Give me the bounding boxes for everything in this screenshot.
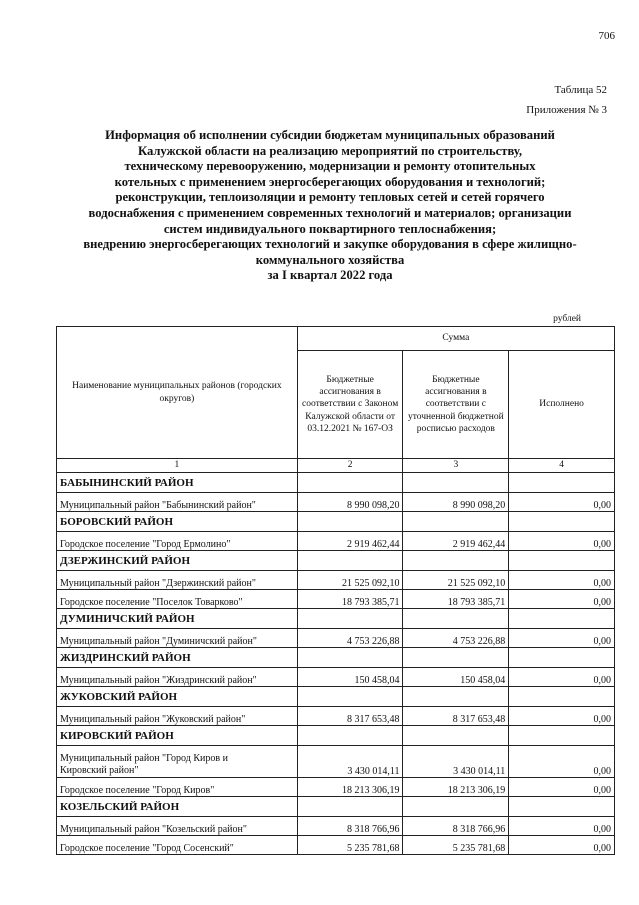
municipality-name: Городское поселение "Город Сосенский" <box>57 836 298 855</box>
executed-value: 0,00 <box>509 590 615 609</box>
law-allocation-value: 8 318 766,96 <box>297 817 403 836</box>
table-row <box>57 668 615 687</box>
region-name: БОРОВСКИЙ РАЙОН <box>57 512 298 532</box>
table-row <box>57 571 615 590</box>
refined-allocation-value: 150 458,04 <box>403 668 509 687</box>
region-row <box>57 797 615 817</box>
table-row <box>57 590 615 609</box>
refined-allocation-value: 18 213 306,19 <box>403 778 509 797</box>
municipality-name <box>57 746 298 778</box>
title-line: внедрению энергосберегающих технологий и закупке оборудования в сфере жилищно- <box>83 237 577 252</box>
title-line: реконструкции, теплоизоляции и ремонту тепловых сетей и сетей горячего <box>115 190 545 205</box>
executed-value: 0,00 <box>509 571 615 590</box>
executed-value: 0,00 <box>509 629 615 648</box>
law-allocation-value: 8 317 653,48 <box>297 707 403 726</box>
municipality-name-line: Муниципальный район "Город Киров и <box>60 753 228 764</box>
law-allocation-value: 8 990 098,20 <box>297 493 403 512</box>
header-name: Наименование муниципальных районов (городских округов) <box>57 327 298 459</box>
title-line: техническому перевооружению, модернизации и ремонту отопительных <box>124 159 536 174</box>
refined-allocation-value: 8 990 098,20 <box>403 493 509 512</box>
refined-allocation-value: 4 753 226,88 <box>403 629 509 648</box>
region-row <box>57 648 615 668</box>
column-number: 1 <box>57 459 298 473</box>
executed-value: 0,00 <box>509 493 615 512</box>
refined-allocation-value: 2 919 462,44 <box>403 532 509 551</box>
table-row <box>57 778 615 797</box>
executed-value: 0,00 <box>509 532 615 551</box>
document-title <box>40 128 620 284</box>
header-refined-allocation: Бюджетные ассигнования в соответствии с уточненной бюджетной росписью расходов <box>403 351 509 459</box>
law-allocation-value: 2 919 462,44 <box>297 532 403 551</box>
executed-value: 0,00 <box>509 668 615 687</box>
refined-allocation-value: 8 317 653,48 <box>403 707 509 726</box>
region-row <box>57 687 615 707</box>
municipality-name: Муниципальный район "Дзержинский район" <box>57 571 298 590</box>
title-line: за I квартал 2022 года <box>267 268 393 283</box>
region-row <box>57 726 615 746</box>
municipality-name-line: Кировский район" <box>60 765 139 776</box>
appendix-label: Приложения № 3 <box>526 104 607 116</box>
law-allocation-value: 21 525 092,10 <box>297 571 403 590</box>
table-row <box>57 836 615 855</box>
title-line: котельных с применением энергосберегающих оборудования и технологий; <box>114 174 546 189</box>
column-number: 3 <box>403 459 509 473</box>
refined-allocation-value: 21 525 092,10 <box>403 571 509 590</box>
executed-value: 0,00 <box>509 778 615 797</box>
region-name: ЖУКОВСКИЙ РАЙОН <box>57 687 298 707</box>
header-law-allocation: Бюджетные ассигнования в соответствии с Законом Калужской области от 03.12.2021 № 167-ОЗ <box>297 351 403 459</box>
region-row <box>57 609 615 629</box>
table-row <box>57 746 615 778</box>
refined-allocation-value: 3 430 014,11 <box>403 746 509 778</box>
title-line: водоснабжения с применением современных технологий и материалов; организации <box>88 205 572 220</box>
executed-value: 0,00 <box>509 707 615 726</box>
municipality-name: Муниципальный район "Жиздринский район" <box>57 668 298 687</box>
municipality-name: Муниципальный район "Козельский район" <box>57 817 298 836</box>
law-allocation-value: 5 235 781,68 <box>297 836 403 855</box>
title-line: Информация об исполнении субсидии бюджетам муниципальных образований <box>105 128 555 142</box>
title-line: систем индивидуального поквартирного теплоснабжения; <box>163 221 497 236</box>
refined-allocation-value: 18 793 385,71 <box>403 590 509 609</box>
municipality-name: Городское поселение "Город Ермолино" <box>57 532 298 551</box>
law-allocation-value: 150 458,04 <box>297 668 403 687</box>
municipality-name: Муниципальный район "Жуковский район" <box>57 707 298 726</box>
refined-allocation-value: 5 235 781,68 <box>403 836 509 855</box>
municipality-name: Городское поселение "Город Киров" <box>57 778 298 797</box>
column-number: 2 <box>297 459 403 473</box>
title-line: коммунального хозяйства <box>255 252 405 267</box>
law-allocation-value: 3 430 014,11 <box>297 746 403 778</box>
law-allocation-value: 18 793 385,71 <box>297 590 403 609</box>
column-number: 4 <box>509 459 615 473</box>
table-row <box>57 493 615 512</box>
title-line: Калужской области на реализацию мероприятий по строительству, <box>137 143 522 158</box>
subsidy-table <box>56 326 615 855</box>
table-row <box>57 707 615 726</box>
law-allocation-value: 4 753 226,88 <box>297 629 403 648</box>
region-name: ДУМИНИЧСКИЙ РАЙОН <box>57 609 298 629</box>
region-name: КИРОВСКИЙ РАЙОН <box>57 726 298 746</box>
header-executed: Исполнено <box>509 351 615 459</box>
currency-unit: рублей <box>553 314 581 324</box>
region-name: ЖИЗДРИНСКИЙ РАЙОН <box>57 648 298 668</box>
executed-value: 0,00 <box>509 746 615 778</box>
executed-value: 0,00 <box>509 836 615 855</box>
table-label: Таблица 52 <box>554 84 607 96</box>
region-name: КОЗЕЛЬСКИЙ РАЙОН <box>57 797 298 817</box>
region-row <box>57 551 615 571</box>
municipality-name: Муниципальный район "Думиничский район" <box>57 629 298 648</box>
region-row <box>57 473 615 493</box>
municipality-name: Городское поселение "Поселок Товарково" <box>57 590 298 609</box>
region-name: БАБЫНИНСКИЙ РАЙОН <box>57 473 298 493</box>
refined-allocation-value: 8 318 766,96 <box>403 817 509 836</box>
table-row <box>57 532 615 551</box>
law-allocation-value: 18 213 306,19 <box>297 778 403 797</box>
region-row <box>57 512 615 532</box>
region-name: ДЗЕРЖИНСКИЙ РАЙОН <box>57 551 298 571</box>
table-row <box>57 629 615 648</box>
page-number: 706 <box>598 30 615 42</box>
municipality-name: Муниципальный район "Бабынинский район" <box>57 493 298 512</box>
table-row <box>57 817 615 836</box>
header-sum: Сумма <box>297 327 614 351</box>
executed-value: 0,00 <box>509 817 615 836</box>
